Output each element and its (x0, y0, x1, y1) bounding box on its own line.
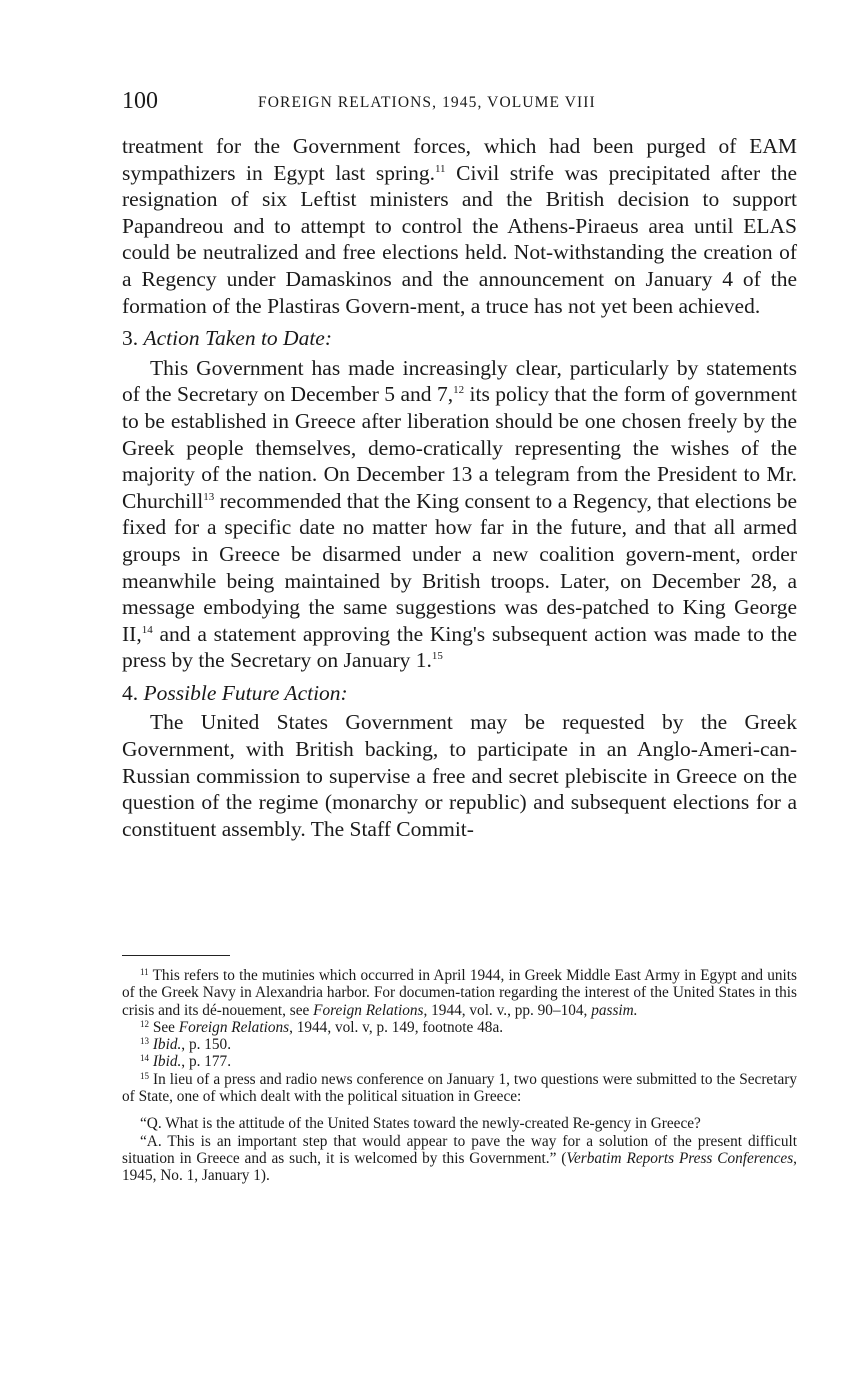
footnote-ref-13[interactable]: 13 (203, 490, 215, 503)
footnote-15: $^{15}$ In lieu of a press and radio news conference on January 1, two questions were submitted to the Secretary of State, one of which dealt with the political situation in Greece: (122, 1070, 797, 1106)
paragraph-future-action: The United States Government may be requested by the Greek Government, with British backing, to participate in an Anglo-Ameri-can-Russian commission to supervise a free and secret plebiscite in Greece on the question of the regime (monarchy or republic) and subsequent elections for a constituent assembly. The Staff Commit- (122, 710, 797, 841)
footnote-ref-11[interactable]: 11 (434, 162, 446, 175)
page-number: 100 (122, 88, 158, 114)
paragraph-continuation: treatment for the Government forces, which had been purged of EAM sympathizers in Egypt last spring.$^{11}$ Civil strife was precipitated after the resignation of six Leftist ministers and the British decision to support Papandreou and to attempt to control the Athens-Piraeus area until ELAS could be neutralized and free elections held. Not-withstanding the creation of a Regency under Damaskinos and the announcement on January 4 of the formation of the Plastiras Govern-ment, a truce has not yet been achieved. (122, 134, 797, 318)
footnote-quote-answer: “A. This is an important step that would appear to pave the way for a solution of the present difficult situation in Greece and as such, it is welcomed by this Government.” (Verbatim Reports Press Conferences, 1945, No. 1, January 1). (122, 1132, 797, 1185)
footnote-ref-14[interactable]: 14 (141, 623, 153, 636)
footnote-quote-question: “Q. What is the attitude of the United States toward the newly-created Re-gency in Greece? (140, 1115, 701, 1133)
main-text (122, 133, 797, 842)
footnote-13: $^{13}$ Ibid., p. 150. (140, 1036, 232, 1054)
footnote-12: $^{12}$ See Foreign Relations, 1944, vol. v, p. 149, footnote 48a. (140, 1018, 504, 1036)
paragraph-action-taken: This Government has made increasingly clear, particularly by statements of the Secretary on December 5 and 7,12 its policy that the form of government to be established in Greece after liberation should be one chosen freely by the Greek people themselves, demo-cratically representing the wishes of the majority of the nation. On December 13 a telegram from the President to Mr. Churchill$^{13}$ recommended that the King consent to a Regency, that elections be fixed for a specific date no matter how far in the future, and that all armed groups in Greece be disarmed under a new coalition govern-ment, order meanwhile being maintained by British troops. Later, on December 28, a message embodying the same suggestions was des-patched to King George II,$^{14}$ and a statement approving the King's subsequent action was made to the press by the Secretary on January 1.15 (122, 355, 798, 673)
footnote-ref-15[interactable]: 15 (431, 650, 443, 663)
section-heading-future-action: 4. Possible Future Action: (122, 680, 348, 705)
footnote-14: $^{14}$ Ibid., p. 177. (140, 1053, 232, 1071)
footnotes (122, 967, 797, 1185)
running-title: FOREIGN RELATIONS, 1945, VOLUME VIII (258, 94, 596, 111)
footnote-divider (122, 955, 230, 956)
footnote-11: $^{11}$ This refers to the mutinies which occurred in April 1944, in Greek Middle East Army in Egypt and units of the Greek Navy in Alexandria harbor. For documen-tation regarding the interest of the United States in this crisis and its dé-nouement, see Foreign Relations, 1944, vol. v., pp. 90–104, passim. (122, 967, 797, 1019)
section-heading-action-taken: 3. Action Taken to Date: (122, 326, 332, 351)
footnote-ref-12[interactable]: 12 (453, 384, 465, 397)
running-head (122, 88, 797, 120)
